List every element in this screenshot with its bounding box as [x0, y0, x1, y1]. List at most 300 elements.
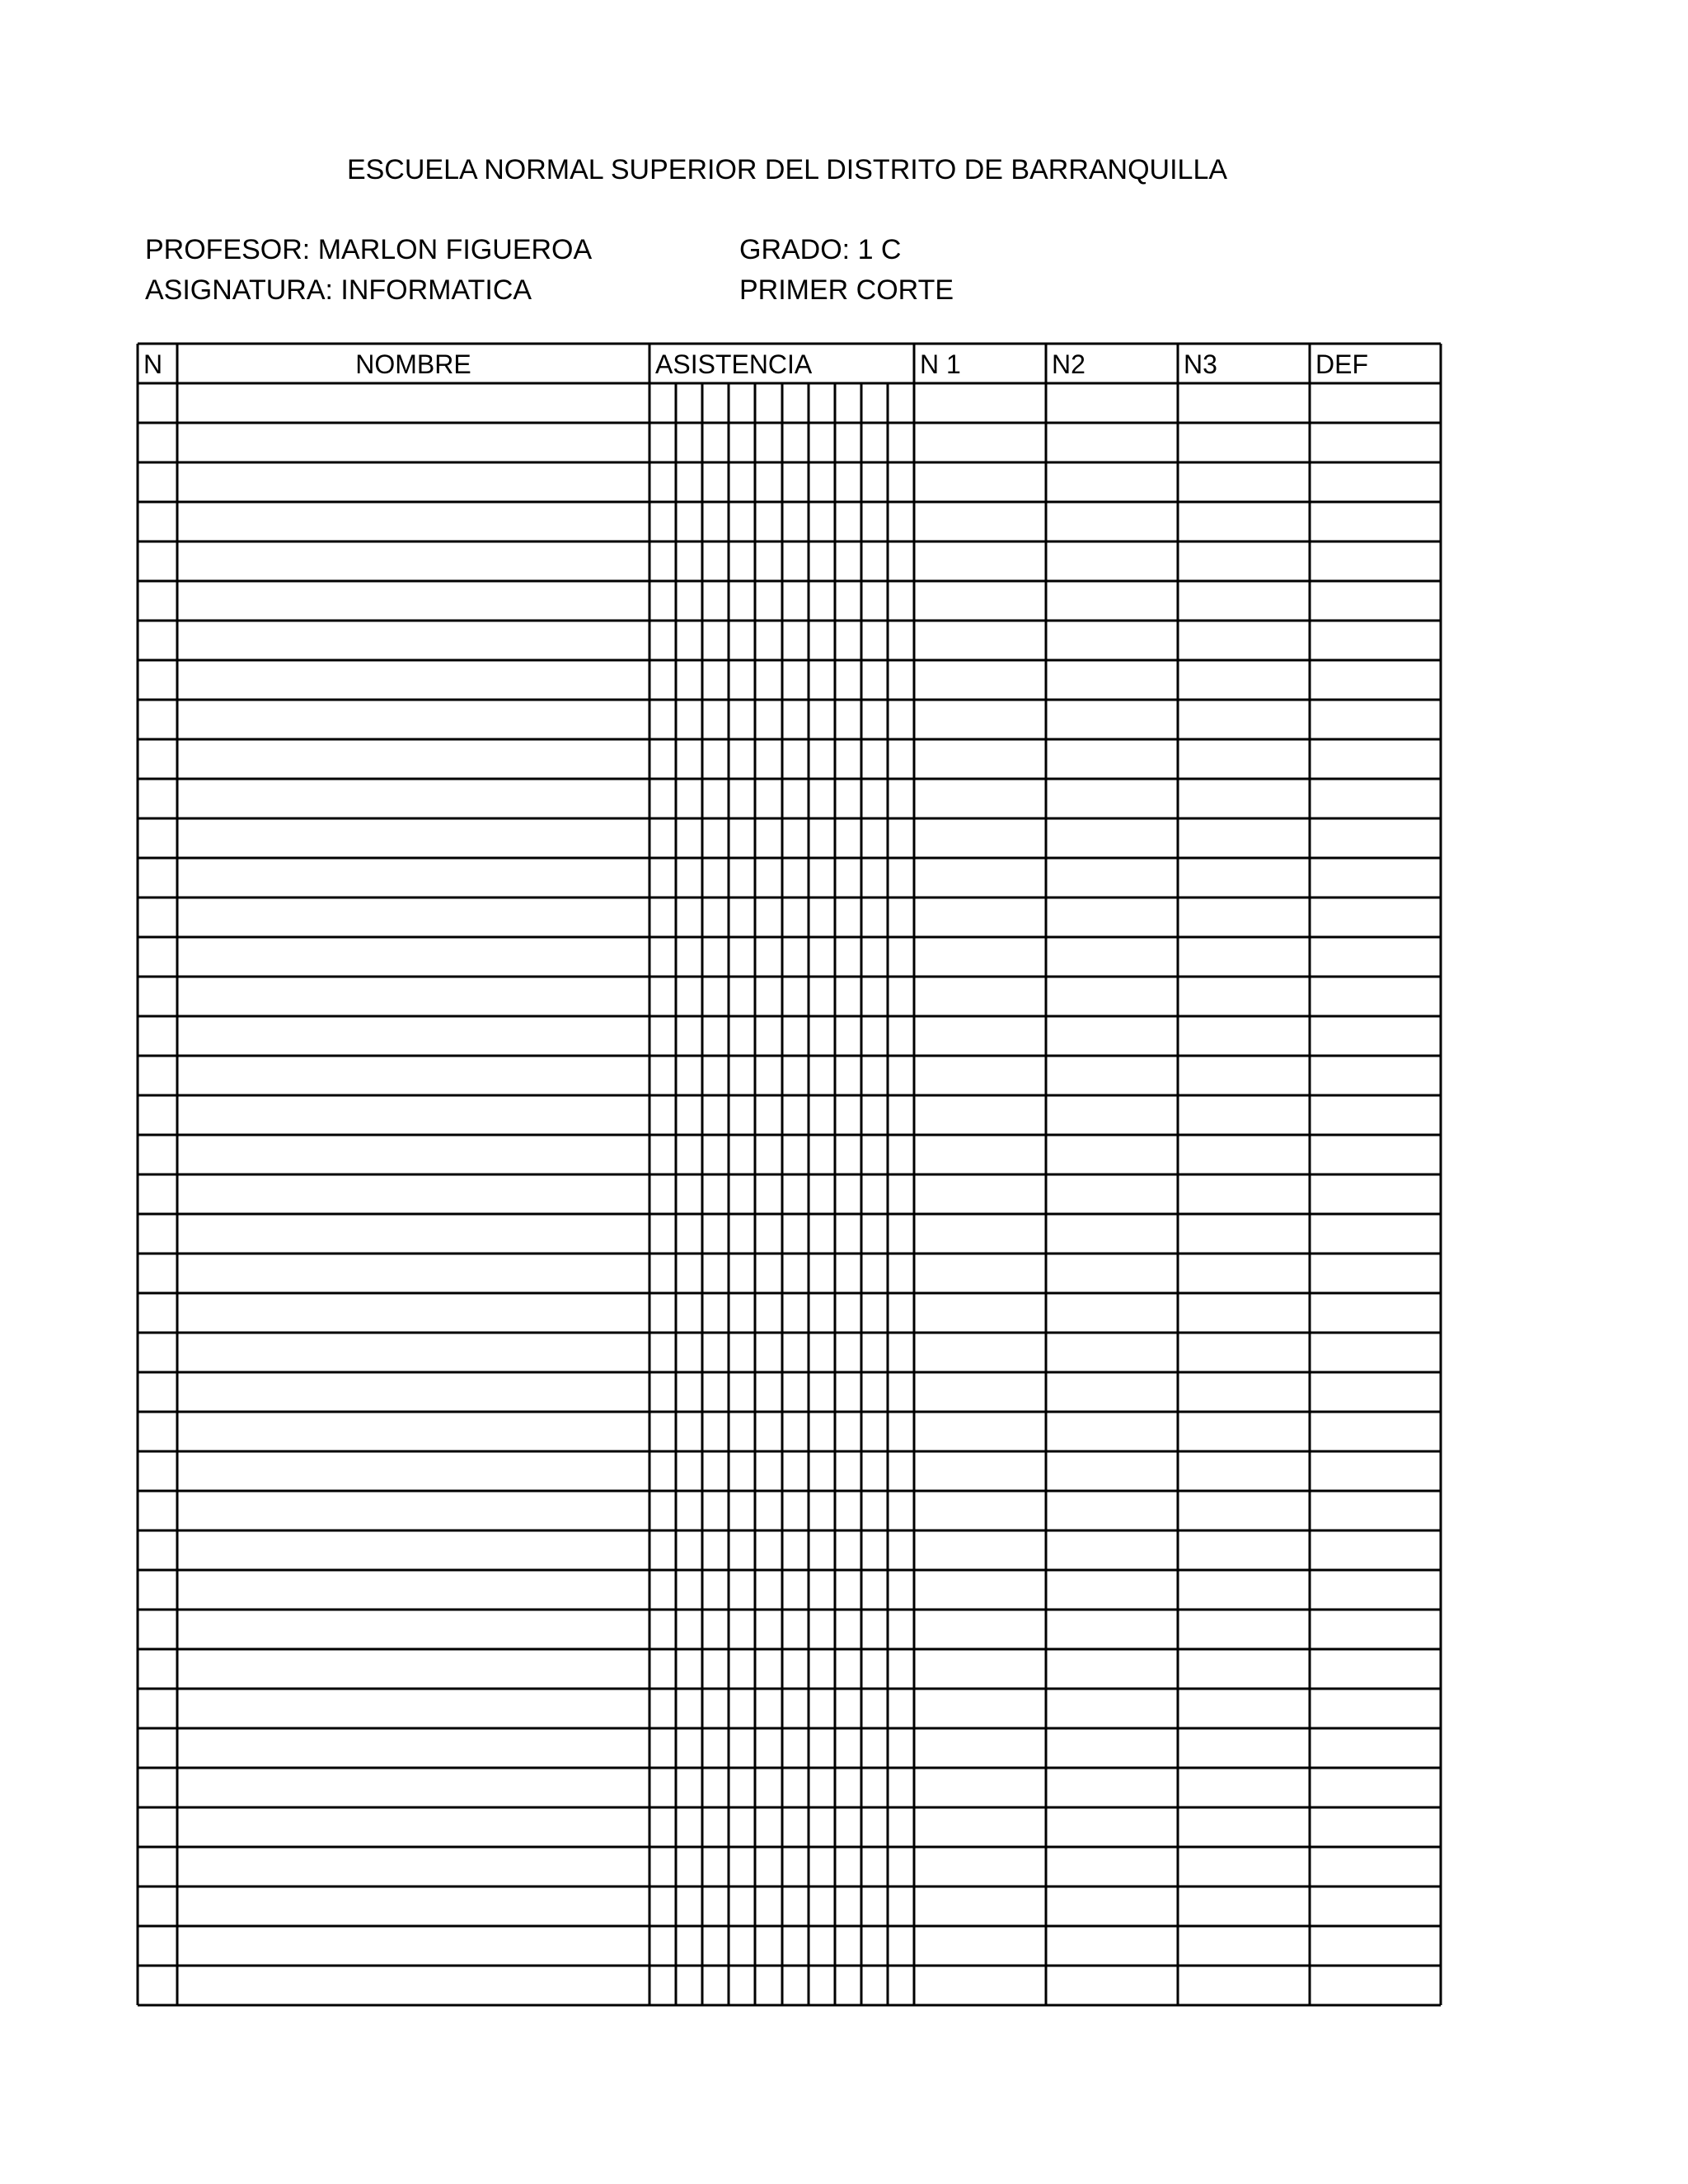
cell-asistencia: [702, 1293, 729, 1333]
cell-asistencia: [755, 660, 782, 700]
cell-asistencia: [782, 1095, 809, 1135]
cell-nombre: [177, 383, 649, 423]
cell-asistencia: [755, 1768, 782, 1807]
cell-asistencia: [861, 1451, 888, 1491]
cell-n2: [1046, 1214, 1178, 1254]
cell-asistencia: [729, 1372, 755, 1412]
cell-asistencia: [755, 1728, 782, 1768]
cell-n1: [914, 621, 1046, 660]
cell-asistencia: [755, 977, 782, 1016]
cell-def: [1310, 1728, 1441, 1768]
cell-asistencia: [755, 621, 782, 660]
header-def: DEF: [1315, 349, 1368, 379]
cell-asistencia: [729, 660, 755, 700]
cell-asistencia: [782, 1728, 809, 1768]
cell-asistencia: [782, 1530, 809, 1570]
cell-asistencia: [782, 1886, 809, 1926]
cell-n1: [914, 383, 1046, 423]
cell-n2: [1046, 1807, 1178, 1847]
cell-asistencia: [809, 1728, 835, 1768]
cell-asistencia: [676, 739, 702, 779]
cell-asistencia: [835, 818, 861, 858]
cell-n: [138, 1807, 177, 1847]
cell-asistencia: [755, 1095, 782, 1135]
cell-asistencia: [888, 541, 914, 581]
cell-asistencia: [782, 818, 809, 858]
cell-def: [1310, 937, 1441, 977]
cell-n1: [914, 581, 1046, 621]
cell-asistencia: [729, 700, 755, 739]
cell-asistencia: [755, 1214, 782, 1254]
cell-asistencia: [835, 1530, 861, 1570]
cell-asistencia: [755, 502, 782, 541]
cell-asistencia: [702, 1254, 729, 1293]
cell-asistencia: [755, 383, 782, 423]
cell-n2: [1046, 858, 1178, 898]
cell-asistencia: [755, 818, 782, 858]
cell-asistencia: [809, 1293, 835, 1333]
cell-asistencia: [729, 502, 755, 541]
cell-nombre: [177, 1689, 649, 1728]
cell-nombre: [177, 1847, 649, 1886]
cell-asistencia: [702, 462, 729, 502]
cell-n3: [1178, 581, 1310, 621]
cell-n: [138, 898, 177, 937]
cell-asistencia: [755, 1926, 782, 1966]
cell-n2: [1046, 423, 1178, 462]
cell-asistencia: [676, 1214, 702, 1254]
cell-n3: [1178, 1214, 1310, 1254]
cell-asistencia: [649, 700, 676, 739]
cell-n: [138, 1254, 177, 1293]
cell-asistencia: [809, 1333, 835, 1372]
cell-asistencia: [649, 1412, 676, 1451]
cell-asistencia: [835, 1056, 861, 1095]
cell-def: [1310, 1254, 1441, 1293]
cell-nombre: [177, 1807, 649, 1847]
cell-asistencia: [729, 1689, 755, 1728]
cell-asistencia: [888, 779, 914, 818]
cell-asistencia: [649, 818, 676, 858]
cell-asistencia: [888, 1174, 914, 1214]
cell-n2: [1046, 1412, 1178, 1451]
cell-asistencia: [702, 1333, 729, 1372]
cell-asistencia: [755, 1412, 782, 1451]
cell-asistencia: [676, 1372, 702, 1412]
cell-asistencia: [676, 779, 702, 818]
cell-asistencia: [809, 541, 835, 581]
cell-asistencia: [729, 858, 755, 898]
cell-asistencia: [676, 1451, 702, 1491]
cell-asistencia: [861, 383, 888, 423]
cell-asistencia: [888, 1570, 914, 1610]
cell-n: [138, 1610, 177, 1649]
cell-asistencia: [649, 1649, 676, 1689]
cell-n3: [1178, 1610, 1310, 1649]
cell-asistencia: [782, 1214, 809, 1254]
cell-asistencia: [649, 423, 676, 462]
cell-asistencia: [835, 977, 861, 1016]
cell-n1: [914, 1926, 1046, 1966]
cell-asistencia: [729, 1807, 755, 1847]
cell-def: [1310, 1570, 1441, 1610]
cell-asistencia: [809, 1649, 835, 1689]
cell-n1: [914, 779, 1046, 818]
cell-def: [1310, 1056, 1441, 1095]
cell-n2: [1046, 1451, 1178, 1491]
cell-n1: [914, 1610, 1046, 1649]
cell-asistencia: [835, 739, 861, 779]
cell-n2: [1046, 1293, 1178, 1333]
cell-asistencia: [755, 1451, 782, 1491]
cell-n: [138, 1372, 177, 1412]
cell-asistencia: [835, 1254, 861, 1293]
cell-asistencia: [676, 1095, 702, 1135]
cell-asistencia: [835, 660, 861, 700]
cell-n2: [1046, 621, 1178, 660]
cell-n2: [1046, 1333, 1178, 1372]
cell-def: [1310, 1649, 1441, 1689]
cell-asistencia: [782, 1135, 809, 1174]
cell-asistencia: [809, 383, 835, 423]
cell-asistencia: [888, 700, 914, 739]
cell-asistencia: [861, 1174, 888, 1214]
cell-asistencia: [861, 1491, 888, 1530]
cell-def: [1310, 1886, 1441, 1926]
cell-asistencia: [809, 1768, 835, 1807]
cell-asistencia: [888, 1689, 914, 1728]
cell-n3: [1178, 1807, 1310, 1847]
header-nombre: NOMBRE: [355, 349, 471, 379]
cell-n1: [914, 1056, 1046, 1095]
cell-asistencia: [888, 1610, 914, 1649]
cell-n2: [1046, 1728, 1178, 1768]
cell-asistencia: [888, 1214, 914, 1254]
cell-asistencia: [809, 1412, 835, 1451]
cell-n1: [914, 858, 1046, 898]
cell-n3: [1178, 700, 1310, 739]
cell-n2: [1046, 1135, 1178, 1174]
cell-asistencia: [861, 1135, 888, 1174]
cell-n1: [914, 541, 1046, 581]
cell-nombre: [177, 1570, 649, 1610]
cell-n1: [914, 818, 1046, 858]
cell-asistencia: [702, 858, 729, 898]
cell-n1: [914, 1570, 1046, 1610]
teacher-label: PROFESOR: MARLON FIGUEROA: [145, 234, 593, 265]
cell-asistencia: [729, 1530, 755, 1570]
cell-nombre: [177, 1530, 649, 1570]
cell-asistencia: [702, 1926, 729, 1966]
cell-asistencia: [861, 1768, 888, 1807]
cell-asistencia: [649, 1689, 676, 1728]
cell-asistencia: [649, 1293, 676, 1333]
cell-nombre: [177, 1412, 649, 1451]
cell-asistencia: [809, 581, 835, 621]
cell-n2: [1046, 1610, 1178, 1649]
cell-asistencia: [729, 581, 755, 621]
cell-asistencia: [835, 898, 861, 937]
cell-asistencia: [649, 1372, 676, 1412]
cell-n1: [914, 1333, 1046, 1372]
cell-def: [1310, 423, 1441, 462]
header-n3: N3: [1184, 349, 1217, 379]
cell-n2: [1046, 937, 1178, 977]
cell-asistencia: [649, 1570, 676, 1610]
cell-asistencia: [782, 977, 809, 1016]
cell-asistencia: [755, 898, 782, 937]
cell-asistencia: [782, 660, 809, 700]
cell-n3: [1178, 621, 1310, 660]
cell-asistencia: [861, 937, 888, 977]
cell-asistencia: [782, 1689, 809, 1728]
cell-asistencia: [888, 383, 914, 423]
cell-n2: [1046, 779, 1178, 818]
cell-asistencia: [649, 977, 676, 1016]
cell-asistencia: [809, 1926, 835, 1966]
cell-asistencia: [676, 621, 702, 660]
cell-asistencia: [782, 1372, 809, 1412]
cell-n1: [914, 1412, 1046, 1451]
header-asistencia: ASISTENCIA: [655, 349, 813, 379]
cell-asistencia: [835, 1768, 861, 1807]
cell-asistencia: [809, 937, 835, 977]
cell-asistencia: [676, 1412, 702, 1451]
cell-asistencia: [861, 1214, 888, 1254]
cell-n3: [1178, 1570, 1310, 1610]
cell-asistencia: [676, 1768, 702, 1807]
cell-n1: [914, 462, 1046, 502]
cell-n: [138, 1649, 177, 1689]
cell-n3: [1178, 1372, 1310, 1412]
cell-asistencia: [755, 700, 782, 739]
cell-asistencia: [729, 1491, 755, 1530]
cell-n3: [1178, 1966, 1310, 2005]
cell-nombre: [177, 779, 649, 818]
cell-n1: [914, 937, 1046, 977]
cell-asistencia: [729, 739, 755, 779]
cell-n1: [914, 1491, 1046, 1530]
cell-asistencia: [835, 502, 861, 541]
cell-asistencia: [809, 818, 835, 858]
cell-asistencia: [835, 1728, 861, 1768]
cell-n: [138, 1728, 177, 1768]
cell-n: [138, 1530, 177, 1570]
cell-nombre: [177, 621, 649, 660]
cell-asistencia: [649, 1135, 676, 1174]
cell-asistencia: [702, 1174, 729, 1214]
cell-asistencia: [755, 1016, 782, 1056]
cell-n3: [1178, 1530, 1310, 1570]
cell-asistencia: [809, 1056, 835, 1095]
cell-asistencia: [676, 1530, 702, 1570]
cell-asistencia: [835, 462, 861, 502]
cell-def: [1310, 1491, 1441, 1530]
cell-n3: [1178, 1728, 1310, 1768]
cell-asistencia: [676, 1174, 702, 1214]
cell-nombre: [177, 1886, 649, 1926]
cell-n1: [914, 898, 1046, 937]
cell-asistencia: [649, 1214, 676, 1254]
cell-asistencia: [809, 779, 835, 818]
subject-label: ASIGNATURA: INFORMATICA: [145, 274, 532, 306]
cell-asistencia: [835, 1966, 861, 2005]
cell-asistencia: [676, 700, 702, 739]
cell-n: [138, 621, 177, 660]
cell-asistencia: [729, 462, 755, 502]
cell-asistencia: [835, 1649, 861, 1689]
cell-asistencia: [861, 1095, 888, 1135]
cell-n2: [1046, 1847, 1178, 1886]
cell-asistencia: [809, 700, 835, 739]
cell-asistencia: [755, 581, 782, 621]
cell-asistencia: [809, 1372, 835, 1412]
cell-asistencia: [782, 462, 809, 502]
cell-n3: [1178, 1333, 1310, 1372]
cell-asistencia: [888, 1491, 914, 1530]
cell-asistencia: [702, 779, 729, 818]
cell-n: [138, 1926, 177, 1966]
cell-n: [138, 700, 177, 739]
cell-n1: [914, 1293, 1046, 1333]
cell-asistencia: [809, 1016, 835, 1056]
cell-asistencia: [888, 937, 914, 977]
cell-asistencia: [676, 1649, 702, 1689]
cell-n1: [914, 1372, 1046, 1412]
cell-asistencia: [702, 1610, 729, 1649]
cell-nombre: [177, 858, 649, 898]
cell-n: [138, 462, 177, 502]
cell-n1: [914, 1135, 1046, 1174]
cell-n3: [1178, 423, 1310, 462]
cell-asistencia: [888, 423, 914, 462]
header-n1: N 1: [920, 349, 961, 379]
cell-asistencia: [835, 581, 861, 621]
cell-asistencia: [809, 977, 835, 1016]
cell-asistencia: [729, 1095, 755, 1135]
cell-asistencia: [809, 1807, 835, 1847]
cell-asistencia: [782, 1491, 809, 1530]
cell-asistencia: [649, 1530, 676, 1570]
school-title: ESCUELA NORMAL SUPERIOR DEL DISTRITO DE BARRANQUILLA: [346, 154, 1228, 185]
cell-asistencia: [729, 423, 755, 462]
cell-n3: [1178, 1135, 1310, 1174]
cell-asistencia: [861, 581, 888, 621]
cell-asistencia: [702, 700, 729, 739]
cell-asistencia: [782, 502, 809, 541]
cell-asistencia: [676, 1056, 702, 1095]
cell-asistencia: [809, 621, 835, 660]
cell-nombre: [177, 1095, 649, 1135]
cell-asistencia: [835, 779, 861, 818]
cell-asistencia: [755, 858, 782, 898]
cell-asistencia: [676, 1689, 702, 1728]
cell-asistencia: [888, 1016, 914, 1056]
cell-n2: [1046, 1174, 1178, 1214]
cell-n: [138, 1491, 177, 1530]
cell-n1: [914, 1254, 1046, 1293]
cell-asistencia: [702, 1649, 729, 1689]
cell-nombre: [177, 1333, 649, 1372]
cell-n: [138, 1095, 177, 1135]
cell-asistencia: [676, 977, 702, 1016]
cell-asistencia: [888, 1095, 914, 1135]
cell-n3: [1178, 502, 1310, 541]
cell-asistencia: [835, 1412, 861, 1451]
cell-n3: [1178, 1056, 1310, 1095]
cell-asistencia: [729, 818, 755, 858]
cell-asistencia: [702, 1451, 729, 1491]
cell-asistencia: [729, 977, 755, 1016]
cell-n2: [1046, 898, 1178, 937]
cell-asistencia: [729, 1847, 755, 1886]
cell-asistencia: [676, 1886, 702, 1926]
cell-asistencia: [888, 1649, 914, 1689]
cell-asistencia: [835, 1689, 861, 1728]
cell-n: [138, 1174, 177, 1214]
cell-def: [1310, 1610, 1441, 1649]
cell-asistencia: [861, 779, 888, 818]
cell-n2: [1046, 462, 1178, 502]
cell-n1: [914, 1016, 1046, 1056]
cell-asistencia: [782, 423, 809, 462]
cell-asistencia: [809, 423, 835, 462]
cell-asistencia: [755, 1689, 782, 1728]
cell-def: [1310, 1095, 1441, 1135]
cell-def: [1310, 502, 1441, 541]
cell-n: [138, 383, 177, 423]
cell-asistencia: [649, 898, 676, 937]
cell-n: [138, 1847, 177, 1886]
cell-asistencia: [888, 1926, 914, 1966]
cell-asistencia: [835, 1214, 861, 1254]
cell-n1: [914, 1886, 1046, 1926]
cell-asistencia: [729, 1768, 755, 1807]
cell-asistencia: [702, 1491, 729, 1530]
cell-n1: [914, 977, 1046, 1016]
cell-nombre: [177, 423, 649, 462]
cell-asistencia: [702, 1728, 729, 1768]
cell-n3: [1178, 1689, 1310, 1728]
cell-nombre: [177, 1768, 649, 1807]
cell-asistencia: [888, 581, 914, 621]
cell-n1: [914, 660, 1046, 700]
cell-def: [1310, 1174, 1441, 1214]
cell-n3: [1178, 462, 1310, 502]
cell-asistencia: [861, 462, 888, 502]
cell-asistencia: [861, 739, 888, 779]
cell-asistencia: [782, 1412, 809, 1451]
cell-n: [138, 1451, 177, 1491]
cell-n: [138, 1412, 177, 1451]
cell-asistencia: [649, 462, 676, 502]
cell-nombre: [177, 1214, 649, 1254]
cell-asistencia: [835, 1491, 861, 1530]
cell-nombre: [177, 1491, 649, 1530]
cell-nombre: [177, 898, 649, 937]
cell-asistencia: [888, 1768, 914, 1807]
cell-nombre: [177, 1372, 649, 1412]
cell-def: [1310, 1135, 1441, 1174]
cell-asistencia: [888, 739, 914, 779]
cell-asistencia: [755, 1254, 782, 1293]
cell-asistencia: [861, 1293, 888, 1333]
cell-asistencia: [861, 858, 888, 898]
cell-n3: [1178, 660, 1310, 700]
cell-n3: [1178, 898, 1310, 937]
cell-n: [138, 1016, 177, 1056]
cell-asistencia: [729, 1254, 755, 1293]
